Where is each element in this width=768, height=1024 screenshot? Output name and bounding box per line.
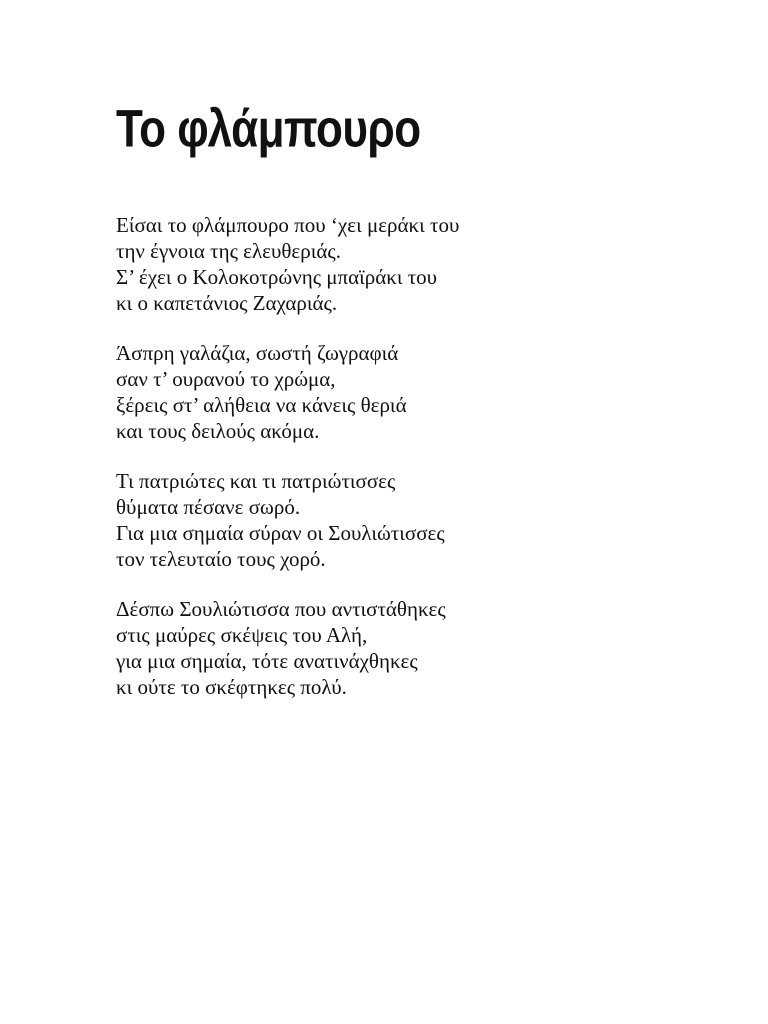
poem-line: και τους δειλούς ακόμα. — [116, 419, 320, 443]
stanza-4 — [116, 596, 716, 700]
poem-line: στις μαύρες σκέψεις του Αλή, — [116, 623, 368, 647]
poem-line: Δέσπω Σουλιώτισσα που αντιστάθηκες — [116, 597, 446, 621]
poem-line: Άσπρη γαλάζια, σωστή ζωγραφιά — [116, 341, 399, 365]
poem-line: ξέρεις στ’ αλήθεια να κάνεις θεριά — [116, 393, 407, 417]
stanza-3 — [116, 468, 716, 572]
poem-line: σαν τ’ ουρανού το χρώμα, — [116, 367, 336, 391]
poem-line: θύματα πέσανε σωρό. — [116, 495, 301, 519]
poem-line: για μια σημαία, τότε ανατινάχθηκες — [116, 649, 418, 673]
poem-body — [116, 212, 716, 724]
poem-line: τον τελευταίο τους χορό. — [116, 547, 326, 571]
stanza-1 — [116, 212, 716, 316]
poem-line: κι ο καπετάνιος Ζαχαριάς. — [116, 291, 338, 315]
poem-title: Το φλάμπουρο — [116, 99, 421, 159]
poem-line: κι ούτε το σκέφτηκες πολύ. — [116, 675, 347, 699]
poem-line: Είσαι το φλάμπουρο που ‘χει μεράκι του — [116, 213, 460, 237]
poem-line: Για μια σημαία σύραν οι Σουλιώτισσες — [116, 521, 445, 545]
poem-line: Σ’ έχει ο Κολοκοτρώνης μπαϊράκι του — [116, 265, 438, 289]
poem-line: την έγνοια της ελευθεριάς. — [116, 239, 341, 263]
stanza-2 — [116, 340, 716, 444]
poem-line: Τι πατριώτες και τι πατριώτισσες — [116, 469, 396, 493]
